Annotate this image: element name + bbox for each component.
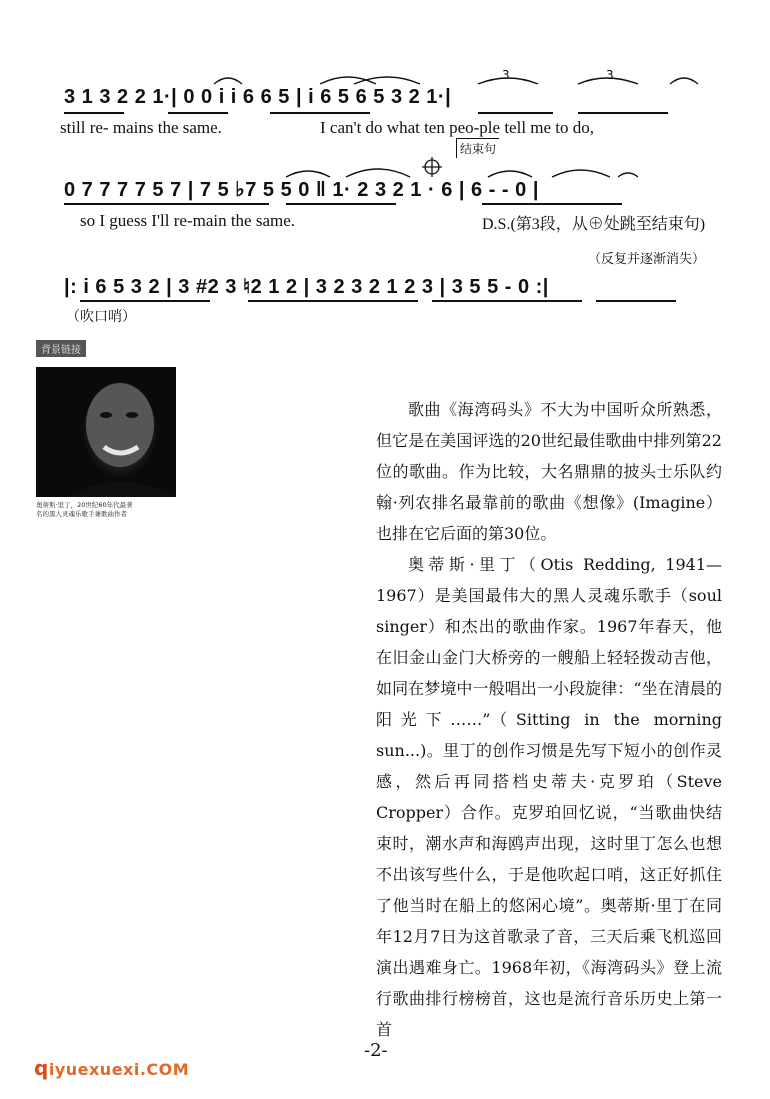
site-watermark: qiyuexuexi.COM xyxy=(34,1056,190,1080)
whistle-label: （吹口哨） xyxy=(66,309,136,325)
article-body xyxy=(376,394,722,1045)
notes-line: |: i 6 5 3 2 | 3 #2 3 ♮2 1 2 | 3 2 3 2 1 2 3 | 3 5 5 - 0 :| xyxy=(64,276,549,298)
triplet-mark: 3 xyxy=(502,68,510,82)
photo-caption: 奥蒂斯·里丁，20世纪60年代最著 名的黑人灵魂乐歌手兼歌曲作者 xyxy=(36,501,133,518)
lyric-line: D.S.(第3段，从⊕处跳至结束句) xyxy=(482,216,706,233)
page-number: -2- xyxy=(364,1040,388,1061)
notes-line: 3 1 3 2 2 1·| 0 0 i i 6 6 5 | i 6 5 6 5 3 2 1·| xyxy=(64,86,452,108)
paragraph-2: 奥蒂斯·里丁（Otis Redding, 1941—1967）是美国最伟大的黑人灵魂乐歌手（soul singer）和杰出的歌曲作家。1967年春天，他在旧金山金门大桥旁的一艘船上轻轻拨动吉他，如同在梦境中一般唱出一小段旋律：“坐在清晨的阳光下……”（Sitting in the morning sun...)。里丁的创作习惯是先写下短小的创作灵感，然后再同搭档史蒂夫·克罗珀（Steve Cropper）合作。克罗珀回忆说，“当歌曲快结束时，潮水声和海鸥声出现，这时里丁怎么也想不出该写些什么，于是他吹起口哨，这正好抓住了他当时在船上的悠闲心境”。奥蒂斯·里丁在同年12月7日为这首歌录了音，三天后乘飞机巡回演出遇难身亡。1968年初，《海湾码头》登上流行歌曲排行榜榜首，这也是流行音乐历史上第一首 xyxy=(376,555,722,1039)
background-link-tag: 背景链接 xyxy=(36,340,86,357)
paragraph-1: 歌曲《海湾码头》不大为中国听众所熟悉，但它是在美国评选的20世纪最佳歌曲中排列第22位的歌曲。作为比较，大名鼎鼎的披头士乐队约翰·列农排名最靠前的歌曲《想像》(Imagine）也排在它后面的第30位。 xyxy=(376,400,722,543)
ending-label: 结束句 xyxy=(456,138,499,158)
singer-photo xyxy=(36,367,176,497)
score-row-1 xyxy=(58,70,748,140)
score-row-3 xyxy=(58,240,748,330)
repeat-fade-label: （反复并逐渐消失） xyxy=(588,252,706,267)
score-row-2 xyxy=(58,135,748,235)
lyric-line: still re- mains the same. xyxy=(60,118,222,137)
lyric-line: so I guess I'll re-main the same. xyxy=(80,211,296,230)
portrait-icon xyxy=(36,367,176,497)
lyric-line: I can't do what ten peo-ple tell me to do, xyxy=(320,118,595,137)
triplet-mark: 3 xyxy=(606,68,614,82)
notes-line: 0 7 7 7 7 5 7 | 7 5 ♭7 5 5 0 ‖ 1· 2 3 2 1 · 6 | 6 - - 0 | xyxy=(64,179,539,201)
